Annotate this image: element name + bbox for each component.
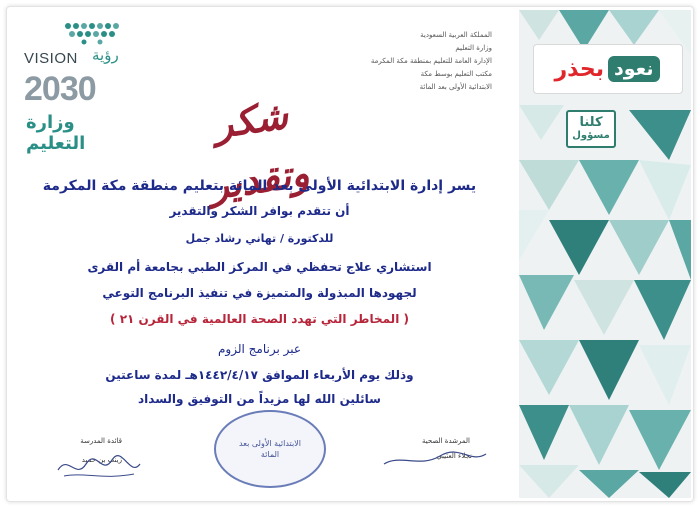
body-line-5: لجهودها المبذولة والمتميزة في تنفيذ البرنامج التوعي	[102, 286, 417, 300]
principal-title: قائدة المدرسة	[80, 437, 122, 445]
vision-english-label: VISION	[24, 50, 78, 67]
campaign-sub-logo	[566, 110, 616, 148]
vision-year: 2030	[24, 70, 96, 108]
letterhead	[330, 29, 492, 94]
letterhead-line: الابتدائية الأولى بعد المائة	[419, 83, 492, 91]
program-title: ( المخاطر التي تهدد الصحة العالمية في القرن ٢١ )	[110, 312, 409, 326]
vision-2030-logo	[24, 20, 136, 154]
health-counselor-title: المرشدة الصحية	[422, 437, 470, 445]
principal-name: زينب بن حميد	[81, 456, 122, 464]
ministry-name: وزارة التعليم	[26, 112, 86, 154]
recipient-name: للدكتورة / تهاني رشاد جمل	[185, 232, 334, 245]
letterhead-line: وزارة التعليم	[455, 44, 492, 52]
certificate-title: شكر وتقدير	[206, 92, 312, 209]
campaign-sub-line1: كلنا	[579, 115, 603, 130]
campaign-logo	[536, 50, 678, 88]
letterhead-line: الإدارة العامة للتعليم بمنطقة مكة المكرمة	[370, 57, 492, 65]
body-line-2: أن تتقدم بوافر الشكر والتقدير	[169, 204, 350, 218]
school-stamp	[214, 410, 326, 488]
closing-line: سائلين الله لها مزيداً من التوفيق والسداد	[138, 392, 381, 406]
campaign-sub-line2: مسؤول	[572, 130, 610, 141]
letterhead-line: مكتب التعليم بوسط مكة	[420, 70, 492, 78]
health-counselor-signature	[380, 446, 490, 472]
body-line-4: استشاري علاج تحفظي في المركز الطبي بجامعة أم القرى	[87, 260, 432, 274]
event-date-line: وذلك يوم الأربعاء الموافق ١٤٤٢/٤/١٧هـ لمدة ساعتين	[105, 368, 414, 382]
letterhead-line: المملكة العربية السعودية	[420, 31, 492, 39]
body-line-7: عبر برنامج الزوم	[218, 342, 301, 356]
vision-dots-icon	[62, 20, 122, 46]
campaign-word-a: نعود	[608, 56, 660, 82]
health-counselor-name: نجلاء العتيبي	[436, 452, 472, 460]
vision-arabic-label: رؤية	[92, 46, 119, 64]
principal-signature	[54, 450, 144, 484]
campaign-word-b: بحذر	[554, 56, 604, 82]
body-line-1: يسر إدارة الابتدائية الأولى بعد المائة بتعليم منطقة مكة المكرمة	[42, 178, 477, 194]
stamp-text: الابتدائية الأولى بعد المائة	[239, 439, 301, 459]
